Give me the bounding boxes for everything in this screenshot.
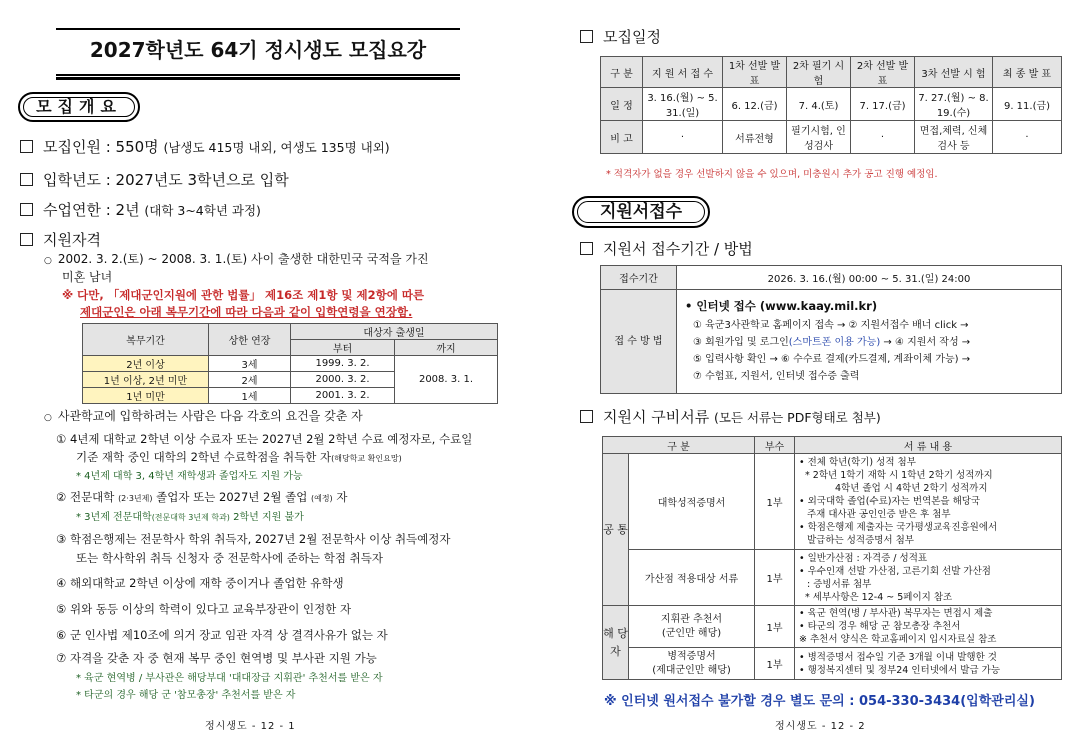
- table-row: 1년 이상, 2년 미만 2세 2000. 3. 2.: [83, 372, 498, 388]
- circle-bullet-icon: ○: [44, 256, 52, 266]
- docs-heading: 지원시 구비서류 (모든 서류는 PDF형태로 첨부): [580, 406, 881, 427]
- checkbox-icon: [20, 173, 33, 186]
- checkbox-icon: [20, 203, 33, 216]
- group-target: 해 당 자: [603, 606, 629, 680]
- table-row: 공 통 대학성적증명서 1부 • 전체 학년(학기) 성적 첨부 * 2학년 1학기 재학 시 1학년 2학기 성적까지 4학년 졸업 시 4학년 2학기 성적까지 • 외국대학 졸업(수료)자는 번역본을 해당국 주재 대사관 공인인증 받은 후 첨부 • 학점은행제 제출자는 국가평생교육진흥원에서 발급하는 성적증명서 첨부: [603, 454, 1062, 550]
- apply-heading: 지원서 접수기간 / 방법: [580, 238, 753, 259]
- checkbox-icon: [20, 233, 33, 246]
- req-1-line-1: ① 4년제 대학교 2학년 이상 수료자 또는 2027년 2월 2학년 수료 예정자로, 수료일: [56, 432, 473, 446]
- checkbox-icon: [580, 30, 593, 43]
- internet-link[interactable]: • 인터넷 접수 (www.kaay.mil.kr): [685, 299, 878, 313]
- table-row: 1년 미만 1세 2001. 3. 2.: [83, 388, 498, 404]
- veteran-note-2: 제대군인은 아래 복무기간에 따라 다음과 같이 입학연령을 연장함.: [80, 305, 413, 319]
- checkbox-icon: [580, 410, 593, 423]
- apply-method-cell: • 인터넷 접수 (www.kaay.mil.kr) ① 육군3사관학교 홈페이지 접속 → ② 지원서접수 배너 click → ③ 회원가입 및 로그인(스마트폰 이용 가능) → ④ 지원서 작성 → ⑤ 입력사항 확인 → ⑥ 수수료 결제(카드결제, 계좌이체 가능) → ⑦ 수험표, 지원서, 인터넷 접수증 출력: [677, 290, 1062, 394]
- apply-method-label: 접 수 방 법: [601, 290, 677, 394]
- schedule-note: * 적격자가 없을 경우 선발하지 않을 수 있으며, 미충원시 추가 공고 진행 예정임.: [606, 169, 938, 180]
- birth-range: ○ 2002. 3. 2.(토) ~ 2008. 3. 1.(토) 사이 출생한 대한민국 국적을 가진: [44, 252, 429, 266]
- req-1-line-2: 기준 재학 중인 대학의 2학년 수료학점을 취득한 자(해당학교 확인요망): [76, 450, 402, 464]
- req-7: ⑦ 자격을 갖춘 자 중 현재 복무 중인 현역병 및 부사관 지원 가능: [56, 651, 377, 665]
- table-row: 가산점 적용대상 서류 1부 • 일반가산점 : 자격증 / 성적표 • 우수인재 선발 가산점, 고른기회 선발 가산점 : 증빙서류 첨부 * 세부사항은 12-4 ~ 5페이지 참조: [603, 550, 1062, 606]
- group-common: 공 통: [603, 454, 629, 606]
- req-3-line-1: ③ 학점은행제는 전문학사 학위 취득자, 2027년 2월 전문학사 이상 취득예정자: [56, 532, 451, 546]
- page-number: 정시생도 - 12 - 2: [775, 721, 866, 732]
- page-number: 정시생도 - 12 - 1: [205, 721, 296, 732]
- page-right: [560, 0, 1072, 750]
- entry-year: 입학년도 : 2027년도 3학년으로 입학: [20, 169, 289, 190]
- birth-range-cont: 미혼 남녀: [62, 270, 113, 284]
- veteran-note-1: ※ 다만, 「제대군인지원에 관한 법률」 제16조 제1항 및 제2항에 따른: [62, 288, 425, 302]
- documents-table: 구 분 부수 서 류 내 용 공 통 대학성적증명서 1부 • 전체 학년(학기) 성적 첨부 * 2학년 1학기 재학 시 1학년 2학기 성적까지 4학년 졸업 시 4학년 2학기 성적까지 • 외국대학 졸업(수료)자는 번역본을 해당국 주재 대사관 공인인증 받은 후 첨부 • 학점은행제 제출자는 국가평생교육진흥원에서 발급하는 성적증명서 첨부 가산점 적용대상 서류 1부 • 일반가산점 : 자격증 / 성적표 • 우수인재 선발 가산점, 고른기회 선발 가산점 : 증빙서류 첨부 * 세부사항은 12-4 ~ 5페이지 참조 해 당 자 지휘관 추천서 (군인만 해당) 1부 • 육군 현역(병 / 부사관) 복무자는 면접시 제출 • 타군의 경우 해당 군 참모총장 추천서 ※ 추천서 양식은 학교홈페이지 입시자료실 참조 병적증명서 (제대군인만 해당) 1부 • 병적증명서 접수일 기준 3개월 이내 발행한 것 • 행정복지센터 및 정부24 인터넷에서 발급 가능: [602, 436, 1062, 680]
- checkbox-icon: [20, 140, 33, 153]
- req-4: ④ 해외대학교 2학년 이상에 재학 중이거나 졸업한 유학생: [56, 576, 344, 590]
- table-row: 2년 이상 3세 1999. 3. 2. 2008. 3. 1.: [83, 356, 498, 372]
- col-from: 부터: [291, 340, 395, 356]
- schedule-table: 구 분 지 원 서 접 수 1차 선발 발 표 2차 필기 시 험 2차 선발 발 표 3차 선발 시 험 최 종 발 표 일 정 3. 16.(월) ~ 5. 31.(일) 6. 12.(금) 7. 4.(토) 7. 17.(금) 7. 27.(월) ~ 8. 19.(수) 9. 11.(금) 비 고 · 서류전형 필기시험, 인성검사 · 면접,체력, 신체검사 등 ·: [600, 56, 1062, 154]
- req-2-note: * 3년제 전문대학(전문대학 3년제 학과) 2학년 지원 불가: [76, 512, 304, 523]
- table-row: 일 정 3. 16.(월) ~ 5. 31.(일) 6. 12.(금) 7. 4.(토) 7. 17.(금) 7. 27.(월) ~ 8. 19.(수) 9. 11.(금): [601, 88, 1062, 121]
- section-badge-overview: 모집개요: [18, 92, 140, 122]
- req-2: ② 전문대학 (2·3년제) 졸업자 또는 2027년 2월 졸업 (예정) 자: [56, 490, 348, 504]
- req-7-note-1: * 육군 현역병 / 부사관은 해당부대 '대대장급 지휘관' 추천서를 받은 자: [76, 673, 383, 684]
- qualification-heading: 지원자격: [20, 229, 101, 250]
- col-extension: 상한 연장: [209, 324, 291, 356]
- apply-table: [600, 265, 1062, 394]
- requirements-intro: ○ 사관학교에 입학하려는 사람은 다음 각호의 요건을 갖춘 자: [44, 409, 363, 423]
- age-extension-table: [82, 323, 498, 404]
- col-service: 복무기간: [83, 324, 209, 356]
- study-period: 수업연한 : 2년 (대학 3~4학년 과정): [20, 199, 261, 220]
- birth-to-date: 2008. 3. 1.: [395, 356, 498, 404]
- req-5: ⑤ 위와 동등 이상의 학력이 있다고 교육부장관이 인정한 자: [56, 602, 352, 616]
- req-3-line-2: 또는 학사학위 취득 신청자 중 전문학사에 준하는 학점 취득자: [76, 551, 383, 565]
- circle-bullet-icon: ○: [44, 413, 52, 423]
- col-birth: 대상자 출생일: [291, 324, 498, 340]
- recruit-count: 모집인원 : 550명 (남생도 415명 내외, 여생도 135명 내외): [20, 136, 390, 157]
- table-row: 병적증명서 (제대군인만 해당) 1부 • 병적증명서 접수일 기준 3개월 이내 발행한 것 • 행정복지센터 및 정부24 인터넷에서 발급 가능: [603, 648, 1062, 680]
- col-to: 까지: [395, 340, 498, 356]
- contact-note: ※ 인터넷 원서접수 불가할 경우 별도 문의 : 054-330-3434(입학관리실): [604, 694, 1035, 709]
- req-7-note-2: * 타군의 경우 해당 군 '참모총장' 추천서를 받은 자: [76, 690, 296, 701]
- apply-period-label: 접수기간: [601, 266, 677, 290]
- table-row: 해 당 자 지휘관 추천서 (군인만 해당) 1부 • 육군 현역(병 / 부사관) 복무자는 면접시 제출 • 타군의 경우 해당 군 참모총장 추천서 ※ 추천서 양식은 학교홈페이지 입시자료실 참조: [603, 606, 1062, 648]
- section-badge-apply: 지원서접수: [572, 196, 710, 228]
- schedule-heading: 모집일정: [580, 26, 661, 47]
- apply-period-value: 2026. 3. 16.(월) 00:00 ~ 5. 31.(일) 24:00: [677, 266, 1062, 290]
- document-title: 2027학년도 64기 정시생도 모집요강: [56, 28, 460, 76]
- req-6: ⑥ 군 인사법 제10조에 의거 장교 임관 자격 상 결격사유가 없는 자: [56, 628, 388, 642]
- req-1-note: * 4년제 대학 3, 4학년 재학생과 졸업자도 지원 가능: [76, 471, 303, 482]
- table-row: 비 고 · 서류전형 필기시험, 인성검사 · 면접,체력, 신체검사 등 ·: [601, 121, 1062, 154]
- checkbox-icon: [580, 242, 593, 255]
